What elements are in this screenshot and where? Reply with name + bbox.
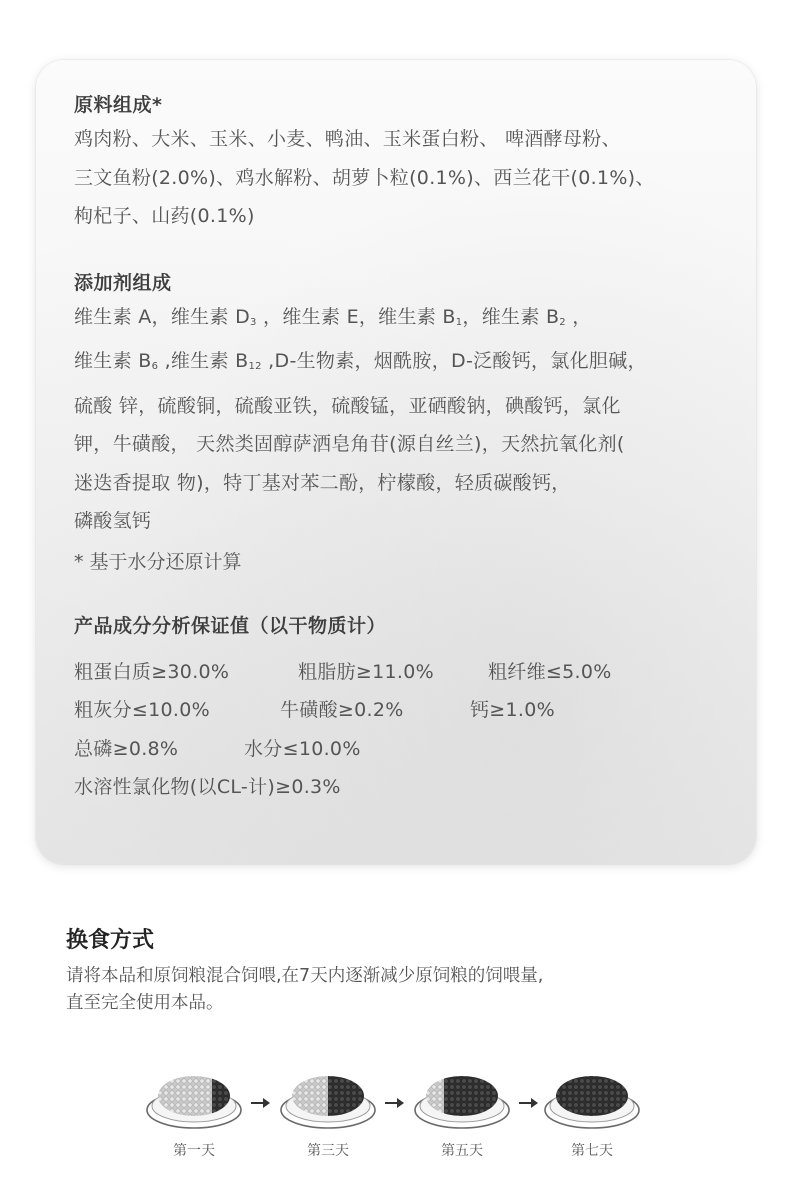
ingredients-title: 原料组成* [74,94,163,116]
stage-item [145,1060,243,1159]
additives-title: 添加剂组成 [74,271,172,294]
analysis-item: 粗蛋白质≥30.0% [74,660,230,683]
additives-list [74,298,734,541]
transition-desc-line: 直至完全使用本品。 [66,993,224,1013]
stage-label: 第五天 [441,1143,483,1159]
card-content [74,90,734,807]
analysis-item: 粗灰分≤10.0% [74,699,210,721]
stage-item [413,1060,511,1159]
transition-stages [145,1060,645,1170]
ingredients-line: 鸡肉粉、大米、玉米、小麦、鸭油、玉米蛋白粉、 啤酒酵母粉、 [74,128,621,150]
ingredients-list [74,120,734,236]
analysis-item: 钙≥1.0% [470,699,555,721]
food-bowl-icon [279,1060,377,1132]
analysis-row [74,730,734,769]
ingredients-line: 三文鱼粉(2.0%)、鸡水解粉、胡萝卜粒(0.1%)、西兰花干(0.1%)、 [74,166,655,189]
transition-desc-line: 请将本品和原饲粮混合饲喂,在7天内逐渐减少原饲粮的饲喂量, [66,966,544,986]
additives-line: 磷酸氢钙 [74,510,152,532]
arrow-right-icon [249,1096,271,1110]
stage-label: 第一天 [173,1143,215,1159]
stage-item [279,1060,377,1159]
transition-title: 换食方式 [66,928,155,953]
analysis-item: 粗纤维≤5.0% [488,660,612,683]
analysis-row [74,768,734,807]
arrow-right-icon [383,1096,405,1110]
additives-line: 硫酸 锌，硫酸铜，硫酸亚铁，硫酸锰，亚硒酸钠，碘酸钙，氯化 [74,394,621,417]
analysis-item: 粗脂肪≥11.0% [298,660,434,683]
additives-line: 维生素 A，维生素 $D_3$ ，维生素 E，维生素 $B_1$，维生素 $B_2$ ， [74,305,592,328]
analysis-row [74,691,734,730]
moisture-note: * 基于水分还原计算 [74,550,242,573]
analysis-item: 牛磺酸≥0.2% [280,699,404,721]
stage-label: 第七天 [571,1143,613,1159]
additives-line: 维生素 $B_6$ ,维生素 $B_{12}$ ,D-生物素，烟酰胺，D-泛酸钙，氯化胆碱， [74,350,647,372]
analysis-row [74,653,734,692]
additives-line: 迷迭香提取 物)，特丁基对苯二酚，柠檬酸，轻质碳酸钙， [74,471,571,494]
analysis-item: 水溶性氯化物(以CL-计)≥0.3% [74,776,341,798]
ingredients-line: 枸杞子、山药(0.1%) [74,205,255,227]
arrow-right-icon [517,1096,539,1110]
stage-label: 第三天 [307,1143,349,1159]
ingredients-card [36,60,756,864]
food-bowl-icon [413,1060,511,1132]
analysis-item: 水分≤10.0% [244,737,361,760]
additives-line: 钾，牛磺酸， 天然类固醇萨洒皂角苷(源自丝兰)，天然抗氧化剂( [74,433,625,455]
analysis-item: 总磷≥0.8% [74,737,179,760]
food-bowl-icon [543,1060,641,1132]
stage-item [543,1060,641,1159]
transition-section [66,925,751,1017]
analysis-title: 产品成分分析保证值（以干物质计） [74,614,387,637]
food-bowl-icon [145,1060,243,1132]
transition-description [66,963,751,1017]
